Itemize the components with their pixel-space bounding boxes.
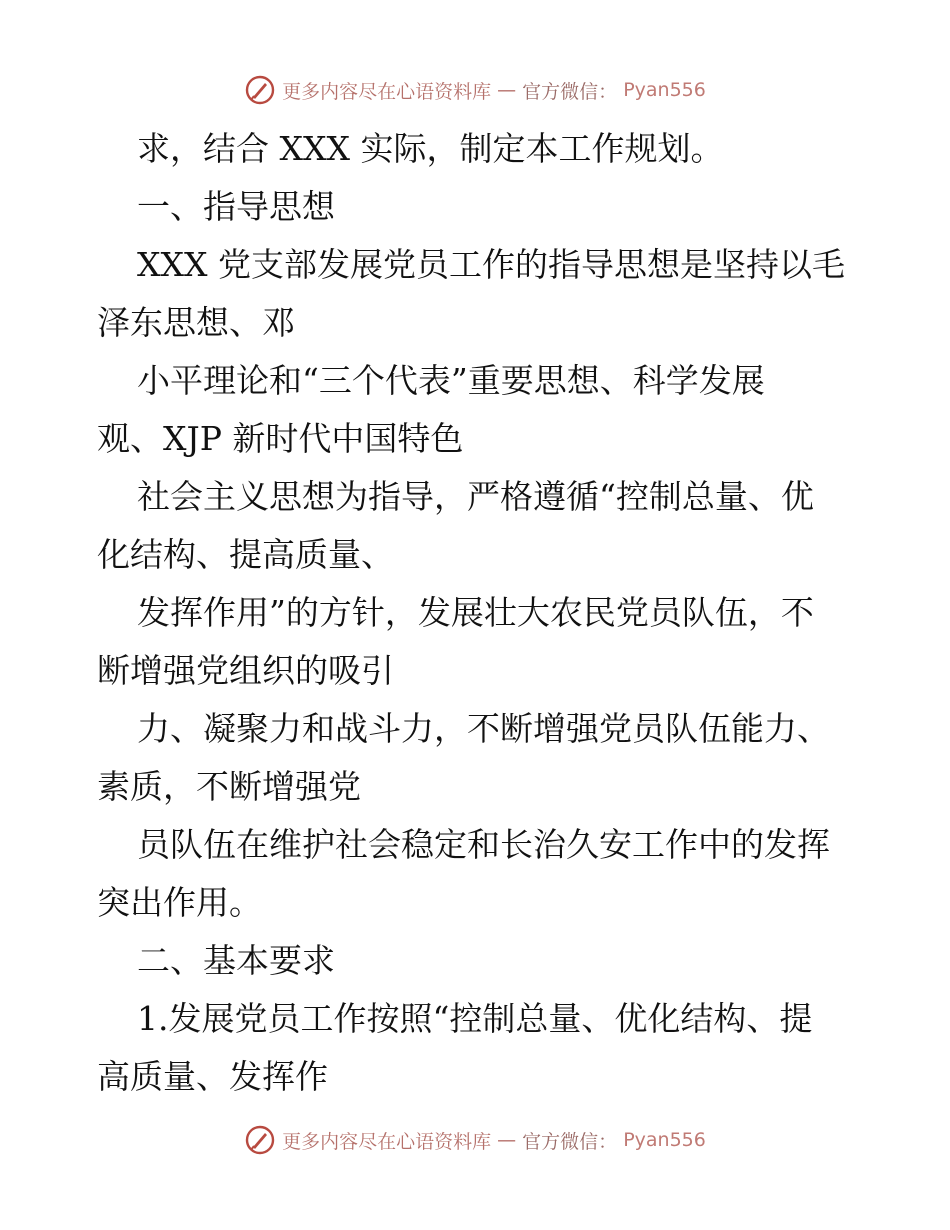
paragraph-line: 求，结合 XXX 实际，制定本工作规划。 (137, 129, 724, 168)
document-body (97, 120, 853, 1106)
paragraph-line: 观、XJP 新时代中国特色 (97, 419, 464, 458)
banner-dash: — (497, 79, 517, 101)
banner-wechat-id: Pyan556 (623, 1129, 706, 1151)
paragraph-line: 社会主义思想为指导，严格遵循“控制总量、优 (137, 477, 814, 516)
quill-circle-logo-icon (244, 74, 276, 106)
paragraph-line: 泽东思想、邓 (97, 303, 295, 342)
paragraph-line: XXX 党支部发展党员工作的指导思想是坚持以毛 (137, 245, 845, 284)
quill-circle-logo-icon (244, 1124, 276, 1156)
banner-dash: — (497, 1129, 517, 1151)
paragraph-line: 发挥作用”的方针，发展壮大农民党员队伍，不 (137, 593, 814, 632)
paragraph-line: 化结构、提高质量、 (97, 535, 394, 574)
paragraph-line: 力、凝聚力和战斗力，不断增强党员队伍能力、 (137, 709, 830, 748)
paragraph-line: 员队伍在维护社会稳定和长治久安工作中的发挥 (137, 825, 830, 864)
paragraph-line: 突出作用。 (97, 883, 262, 922)
paragraph-line: 素质，不断增强党 (97, 767, 361, 806)
paragraph-line: 1.发展党员工作按照“控制总量、优化结构、提 (137, 999, 813, 1038)
section-heading-basic-requirements: 二、基本要求 (137, 941, 335, 980)
paragraph-line: 断增强党组织的吸引 (97, 651, 394, 690)
header-banner (0, 74, 950, 106)
section-heading-guiding-ideology: 一、指导思想 (137, 187, 335, 226)
banner-main-text: 更多内容尽在心语资料库 (282, 1130, 492, 1153)
paragraph-line: 小平理论和“三个代表”重要思想、科学发展 (137, 361, 765, 400)
banner-wechat-label: 官方微信： (522, 1130, 618, 1153)
banner-main-text: 更多内容尽在心语资料库 (282, 80, 492, 103)
paragraph-line: 高质量、发挥作 (97, 1057, 328, 1096)
footer-banner (0, 1124, 950, 1156)
banner-wechat-label: 官方微信： (522, 80, 618, 103)
banner-wechat-id: Pyan556 (623, 79, 706, 101)
